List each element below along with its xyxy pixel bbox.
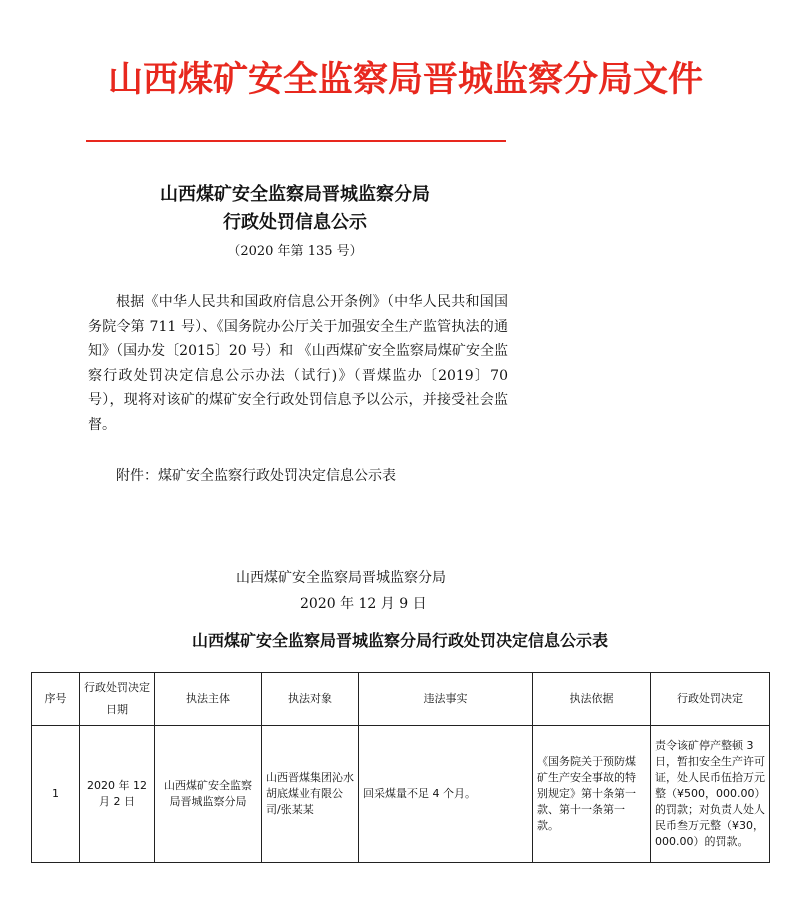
cell-no: 1 bbox=[32, 726, 80, 863]
header-cell-decision: 行政处罚决定 bbox=[651, 673, 770, 726]
table-title: 山西煤矿安全监察局晋城监察分局行政处罚决定信息公示表 bbox=[191, 631, 608, 650]
header-cell-date: 行政处罚决定日期 bbox=[80, 673, 155, 726]
doc-title-line1: 山西煤矿安全监察局晋城监察分局 bbox=[160, 184, 430, 205]
header-divider bbox=[86, 140, 506, 142]
body-paragraph: 根据《中华人民共和国政府信息公开条例》（中华人民共和国国务院令第 711 号）、《国务院办公厅关于加强安全生产监管执法的通知》（国办发〔2015〕20 号）和 《山西煤矿安全监察局煤矿安全监察行政处罚决定信息公示办法（试行)》（晋煤监办〔2019〕70 号），现将对该矿的煤矿安全行政处罚信息予以公示，并接受社会监督。 bbox=[88, 294, 508, 433]
cell-decision: 责令该矿停产整顿 3 日，暂扣安全生产许可证，处人民币伍拾万元整（¥500，000.00）的罚款；对负责人处人民币叁万元整（¥30，000.00）的罚款。 bbox=[651, 726, 770, 863]
doc-number: （2020 年第 135 号） bbox=[227, 244, 363, 259]
header-title: 山西煤矿安全监察局晋城监察分局文件 bbox=[108, 59, 704, 100]
table-header-row bbox=[32, 673, 770, 726]
cell-target: 山西晋煤集团沁水胡底煤业有限公司/张某某 bbox=[262, 726, 359, 863]
cell-authority: 山西煤矿安全监察局晋城监察分局 bbox=[155, 726, 262, 863]
attachment-note: 附件：煤矿安全监察行政处罚决定信息公示表 bbox=[116, 468, 396, 484]
penalty-table bbox=[31, 672, 770, 863]
table-row bbox=[32, 726, 770, 863]
header-cell-target: 执法对象 bbox=[262, 673, 359, 726]
cell-date: 2020 年 12 月 2 日 bbox=[80, 726, 155, 863]
issue-date: 2020 年 12 月 9 日 bbox=[300, 596, 427, 612]
header-cell-facts: 违法事实 bbox=[359, 673, 533, 726]
header-cell-authority: 执法主体 bbox=[155, 673, 262, 726]
header-cell-no: 序号 bbox=[32, 673, 80, 726]
issuer-name: 山西煤矿安全监察局晋城监察分局 bbox=[236, 570, 446, 586]
cell-facts: 回采煤量不足 4 个月。 bbox=[359, 726, 533, 863]
cell-basis: 《国务院关于预防煤矿生产安全事故的特别规定》第十条第一款、第十一条第一款。 bbox=[533, 726, 651, 863]
doc-title-line2: 行政处罚信息公示 bbox=[223, 212, 367, 233]
header-cell-basis: 执法依据 bbox=[533, 673, 651, 726]
